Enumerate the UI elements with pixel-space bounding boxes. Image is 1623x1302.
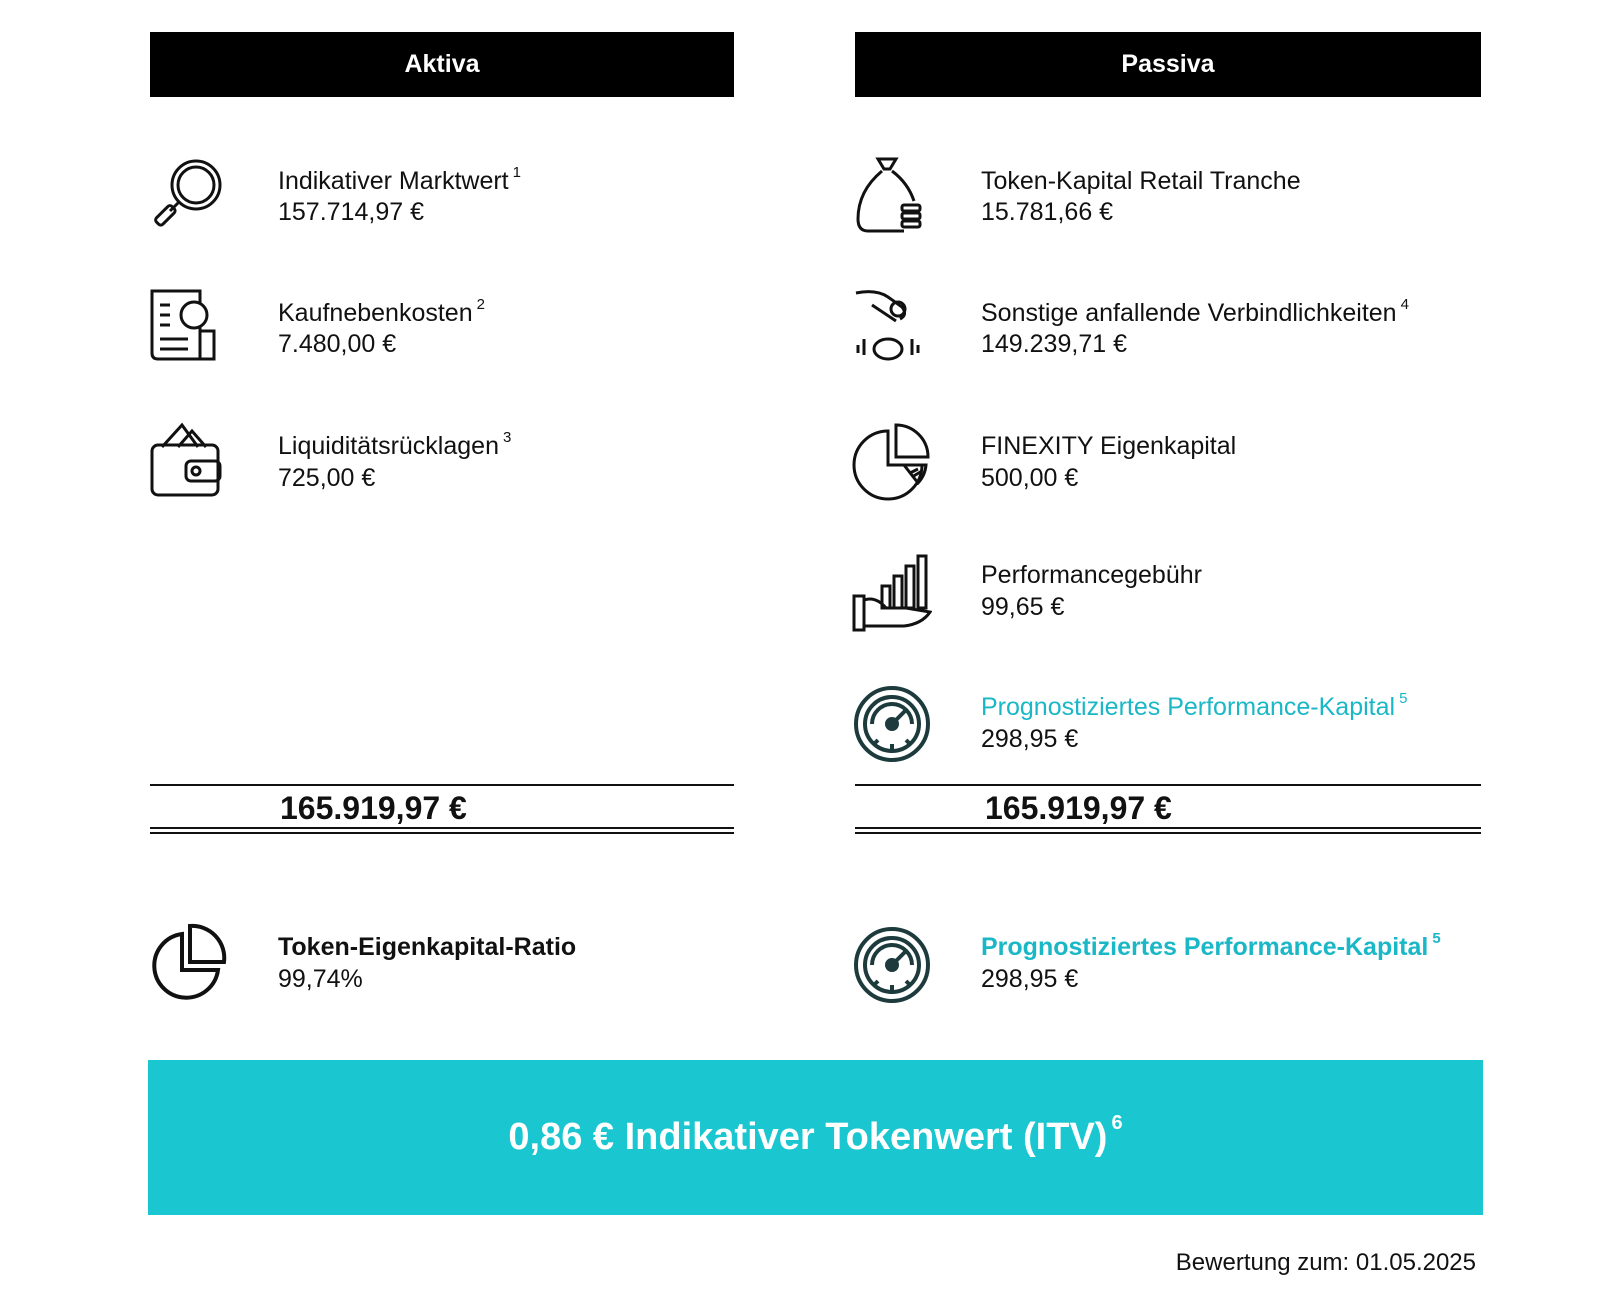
valuation-date: Bewertung zum: 01.05.2025 — [1175, 1249, 1476, 1276]
aktiva-item-value: 7.480,00 € — [278, 330, 397, 358]
document-icon — [148, 287, 228, 367]
itv-footnote: 6 — [1111, 1112, 1123, 1134]
itv-text: 0,86 € Indikativer Tokenwert (ITV) — [508, 1116, 1108, 1158]
itv-banner — [148, 1060, 1483, 1215]
ratio-label: Token-Eigenkapital-Ratio — [278, 933, 577, 961]
ratio-value: 99,74% — [278, 965, 363, 993]
gauge-icon — [852, 925, 932, 1005]
passiva-item-label: Prognostiziertes Performance-Kapital $^5$ — [981, 690, 1408, 721]
passiva-item-value: 298,95 € — [981, 725, 1079, 753]
passiva-item-value: 500,00 € — [981, 464, 1079, 492]
magnifier-icon — [148, 155, 228, 235]
passiva-item-label: FINEXITY Eigenkapital — [981, 432, 1237, 460]
passiva-item-value: 15.781,66 € — [981, 198, 1114, 226]
passiva-total-amount: 165.919,97 € — [985, 790, 1172, 826]
hand-coin-icon — [852, 287, 932, 367]
aktiva-total-amount: 165.919,97 € — [280, 790, 467, 826]
aktiva-header: Aktiva — [150, 32, 734, 97]
performance-summary-value: 298,95 € — [981, 965, 1079, 993]
passiva-item-label: Performancegebühr — [981, 561, 1202, 589]
aktiva-item-label: Liquiditätsrücklagen $^3$ — [278, 429, 512, 460]
pie-chart-icon — [852, 421, 932, 501]
passiva-item-label: Token-Kapital Retail Tranche — [981, 167, 1301, 195]
pie-chart-icon — [148, 922, 228, 1002]
hand-bar-chart-icon — [852, 552, 932, 632]
passiva-header: Passiva — [855, 32, 1481, 97]
aktiva-item-value: 157.714,97 € — [278, 198, 424, 226]
passiva-item-value: 99,65 € — [981, 593, 1065, 621]
gauge-icon — [852, 684, 932, 764]
money-bag-icon — [852, 155, 932, 235]
aktiva-item-label: Kaufnebenkosten $^2$ — [278, 296, 485, 327]
aktiva-item-label: Indikativer Marktwert $^1$ — [278, 164, 521, 195]
passiva-item-label: Sonstige anfallende Verbindlichkeiten $^4$ — [981, 296, 1409, 327]
aktiva-total — [150, 784, 734, 834]
performance-summary-label: Prognostiziertes Performance-Kapital $^5$ — [981, 930, 1441, 961]
aktiva-item-value: 725,00 € — [278, 464, 376, 492]
wallet-icon — [148, 421, 228, 501]
passiva-total — [855, 784, 1481, 834]
passiva-item-value: 149.239,71 € — [981, 330, 1127, 358]
